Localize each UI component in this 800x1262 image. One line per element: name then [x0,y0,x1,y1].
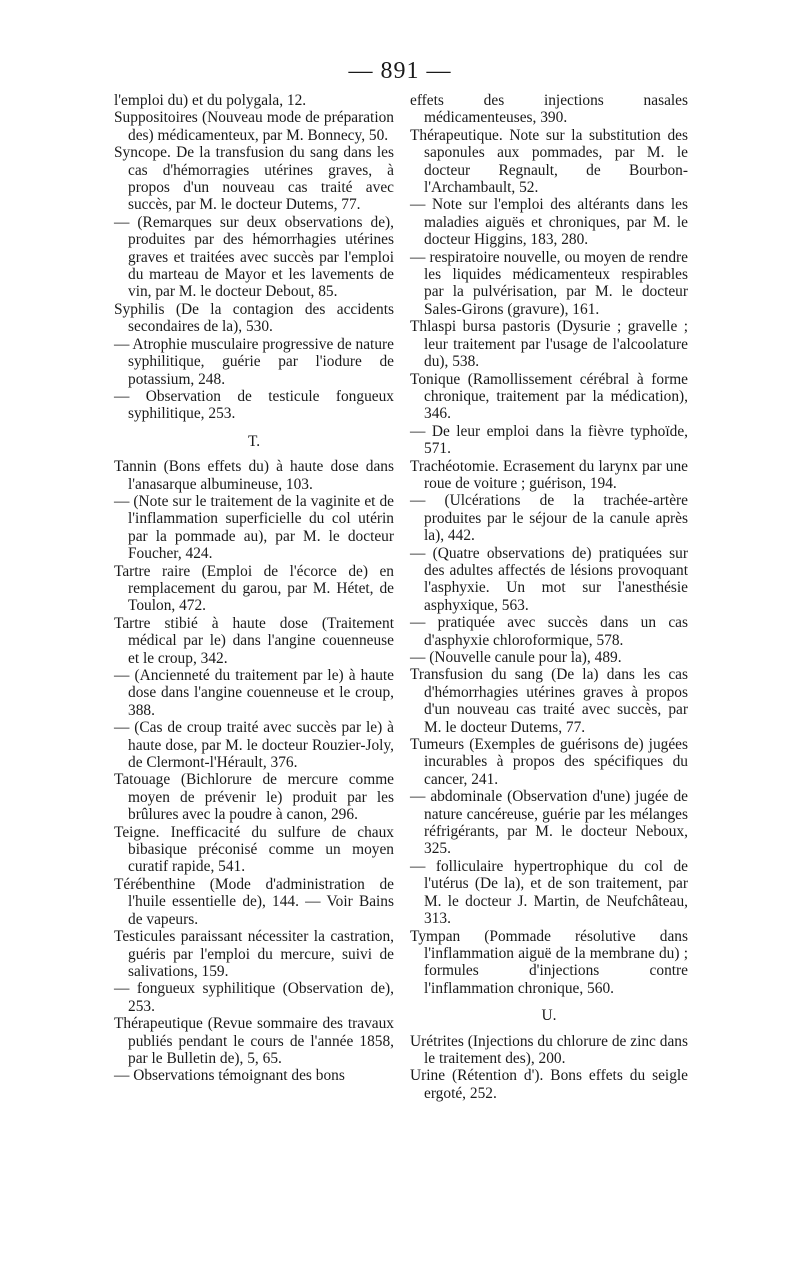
index-entry: — (Cas de croup traité avec succès par le) à haute dose, par M. le docteur Rouzier-Joly, de Clermont-l'Hérault, 376. [114,719,394,772]
index-entry: Urétrites (Injections du chlorure de zinc dans le traitement des), 200. [410,1032,688,1067]
index-entry: — Note sur l'emploi des altérants dans les maladies aiguës et chroniques, par M. le docteur Higgins, 183, 280. [410,196,688,249]
index-entry: Trachéotomie. Ecrasement du larynx par une roue de voiture ; guérison, 194. [410,457,688,492]
index-entry: Suppositoires (Nouveau mode de préparation des) médicamenteux, par M. Bonnecy, 50. [114,109,394,144]
index-entry: Testicules paraissant nécessiter la castration, guéris par l'emploi du mercure, suivi de salivations, 159. [114,928,394,980]
index-entry: Tonique (Ramollissement cérébral à forme chronique, traitement par la médication), 346. [410,370,688,423]
index-entry: — Observation de testicule fongueux syphilitique, 253. [114,387,394,423]
index-entry: — (Quatre observations de) pratiquées sur des adultes affectés de lésions provoquant l'asphyxie. Un mot sur l'anesthésie asphyxique, 563. [410,544,688,614]
left-column [114,92,394,1085]
index-entry: Syphilis (De la contagion des accidents secondaires de la), 530. [114,300,394,336]
index-entry: — folliculaire hypertrophique du col de l'utérus (De la), et de son traitement, par M. le docteur J. Martin, de Neufchâteau, 313. [410,857,688,928]
index-entry: — (Ancienneté du traitement par le) à haute dose dans l'angine couenneuse et le croup, 388. [114,667,394,719]
index-entry: Tartre stibié à haute dose (Traitement médical par le) dans l'angine couenneuse et le croup, 342. [114,614,394,667]
index-entry: Urine (Rétention d'). Bons effets du seigle ergoté, 252. [410,1067,688,1102]
index-entry: Syncope. De la transfusion du sang dans les cas d'hémorragies utérines graves, à propos d'un nouveau cas traité avec succès, par M. le docteur Dutems, 77. [114,144,394,214]
section-letter: U. [541,1007,557,1025]
index-entry: Transfusion du sang (De la) dans les cas d'hémorrhagies utérines graves à propos d'un nouveau cas traité avec succès, par M. le docteur Dutems, 77. [410,666,688,736]
index-entry: Tympan (Pommade résolutive dans l'inflammation aiguë de la membrane du) ; formules d'injections contre l'inflammation chronique, 560. [410,927,688,997]
index-entry: — (Remarques sur deux observations de), produites par des hémorrhagies utérines graves et traitées avec succès par l'emploi du marteau de Mayor et les lavements de vin, par M. le docteur Debout, 85. [114,213,394,301]
section-letter: T. [247,432,261,450]
index-entry: — respiratoire nouvelle, ou moyen de rendre les liquides médicamenteux respirables par la pulvérisation, par M. le docteur Sales-Girons (gravure), 161. [410,248,688,318]
index-entry: l'emploi du) et du polygala, 12. [114,92,307,109]
index-entry: Thérapeutique (Revue sommaire des travaux publiés pendant le cours de l'année 1858, par le Bulletin de), 5, 65. [114,1015,394,1067]
index-entry: Tumeurs (Exemples de guérisons de) jugées incurables à propos des spécifiques du cancer, 241. [410,736,688,788]
index-entry: — Observations témoignant des bons [114,1067,345,1085]
index-entry: Tannin (Bons effets du) à haute dose dans l'anasarque albumineuse, 103. [114,458,394,493]
index-entry: — (Nouvelle canule pour la), 489. [410,649,622,666]
index-entry: — (Ulcérations de la trachée-artère produites par le séjour de la canule après la), 442. [410,492,688,545]
index-entry: — Atrophie musculaire progressive de nature syphilitique, guérie par l'iodure de potassium, 248. [114,335,394,388]
index-entry: Tartre raire (Emploi de l'écorce de) en remplacement du garou, par M. Hétet, de Toulon, 472. [114,562,394,615]
index-entry: Thlaspi bursa pastoris (Dysurie ; gravelle ; leur traitement par l'usage de l'alcoolature du), 538. [410,318,688,371]
index-entry: Tatouage (Bichlorure de mercure comme moyen de prévenir le) produit par les brûlures avec la poudre à canon, 296. [114,771,394,824]
index-entry: effets des injections nasales médicamenteuses, 390. [410,92,688,127]
index-entry: — De leur emploi dans la fièvre typhoïde, 571. [410,422,688,458]
index-entry: — pratiquée avec succès dans un cas d'asphyxie chloroformique, 578. [410,614,688,649]
index-entry: Teigne. Inefficacité du sulfure de chaux bibasique préconisé comme un moyen curatif rapide, 541. [114,823,394,876]
index-entry: — (Note sur le traitement de la vaginite et de l'inflammation superficielle du col utérin par la pommade au), par M. le docteur Foucher, 424. [114,492,394,563]
index-entry: Thérapeutique. Note sur la substitution des saponules aux pommades, par M. le docteur Regnault, de Bourbon-l'Archambault, 52. [410,126,688,197]
page-number: — 891 — [348,58,452,84]
right-column [410,92,688,1102]
index-entry: — fongueux syphilitique (Observation de), 253. [114,980,394,1015]
index-entry: — abdominale (Observation d'une) jugée de nature cancéreuse, guérie par les mélanges réfrigérants, par M. le docteur Neboux, 325. [410,788,688,858]
index-entry: Térébenthine (Mode d'administration de l'huile essentielle de), 144. — Voir Bains de vapeurs. [114,875,394,928]
